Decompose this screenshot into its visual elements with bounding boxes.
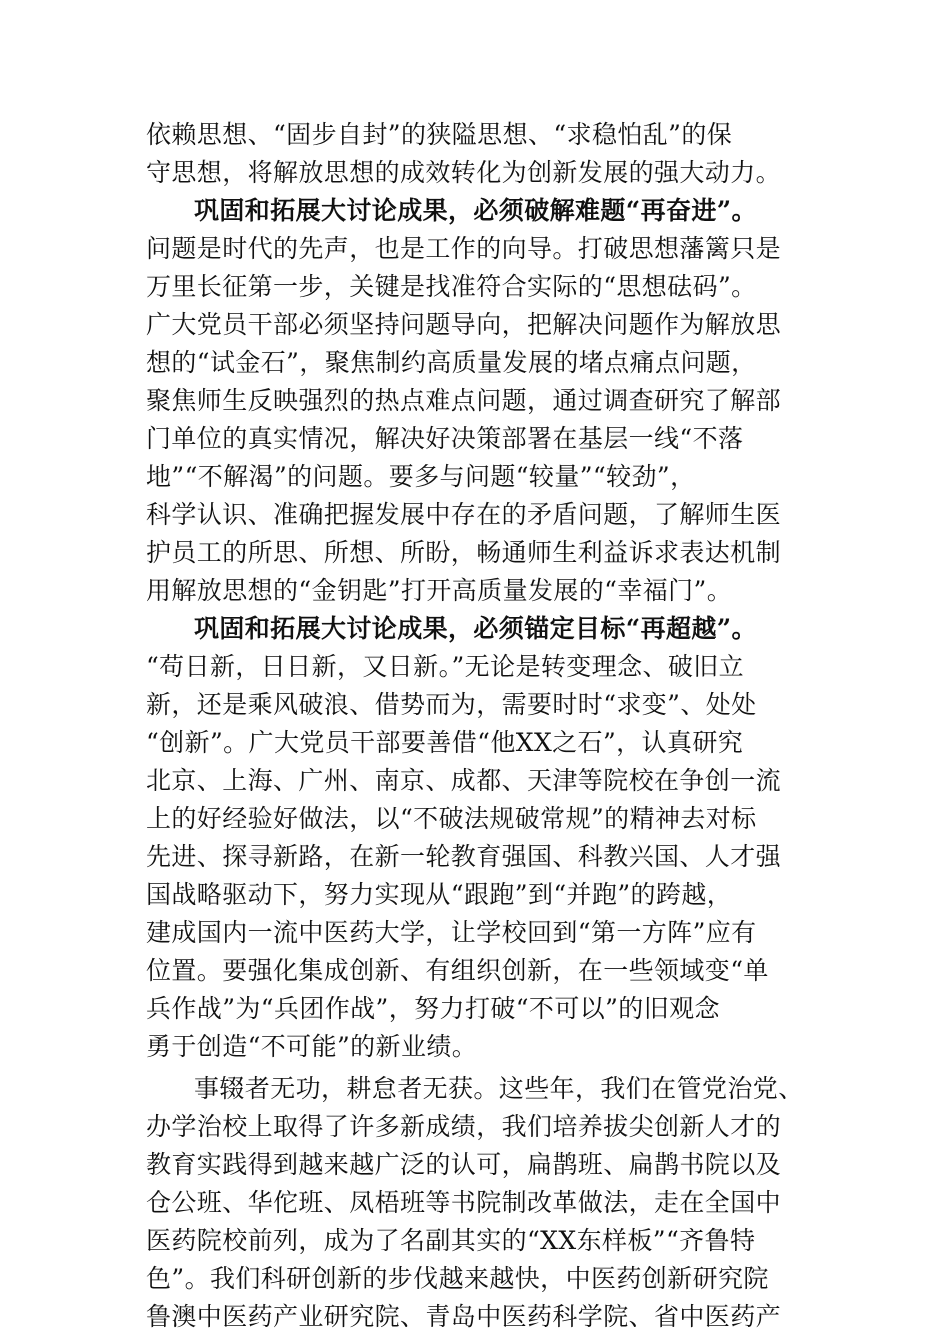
text-line: 鲁澳中医药产业研究院、青岛中医药科学院、省中医药产 [146,1302,782,1331]
text-line: 用解放思想的“金钥匙”打开高质量发展的“幸福门”。 [146,576,733,605]
text-line: 护员工的所思、所想、所盼，畅通师生利益诉求表达机制 [146,538,782,567]
text-line: 万里长征第一步，关键是找准符合实际的“思想砝码”。 [146,272,757,301]
text-line: 位置。要强化集成创新、有组织创新，在一些领域变“单 [146,956,769,985]
text-line: 教育实践得到越来越广泛的认可，扁鹊班、扁鹊书院以及 [146,1150,782,1179]
text-line: 广大党员干部必须坚持问题导向，把解决问题作为解放思 [146,310,782,339]
text-line: 想的“试金石”，聚焦制约高质量发展的堵点痛点问题， [146,348,757,377]
text-line: 仓公班、华佗班、凤梧班等书院制改革做法，走在全国中 [146,1188,782,1217]
text-line: 上的好经验好做法，以“不破法规破常规”的精神去对标 [146,804,757,833]
text-line: 兵作战”为“兵团作战”，努力打破“不可以”的旧观念 [146,994,720,1023]
section-heading: 巩固和拓展大讨论成果，必须破解难题“再奋进”。 [194,196,757,225]
text-line: “苟日新，日日新，又日新。”无论是转变理念、破旧立 [146,652,745,681]
text-line: 先进、探寻新路，在新一轮教育强国、科教兴国、人才强 [146,842,782,871]
text-line: 地”“不解渴”的问题。要多与问题“较量”“较劲”， [146,462,696,491]
text-line: 勇于创造“不可能”的新业绩。 [146,1032,478,1061]
text-line: 办学治校上取得了许多新成绩，我们培养拔尖创新人才的 [146,1112,782,1141]
text-line: 门单位的真实情况，解决好决策部署在基层一线“不落 [146,424,744,453]
text-line: 医药院校前列，成为了名副其实的“XX东样板”“齐鲁特 [146,1226,756,1255]
text-line: 国战略驱动下，努力实现从“跟跑”到“并跑”的跨越， [146,880,733,909]
text-line: 科学认识、准确把握发展中存在的矛盾问题，了解师生医 [146,500,782,529]
text-line: “创新”。广大党员干部要善借“他XX之石”，认真研究 [146,728,744,757]
paragraph-first-line: 事辍者无功，耕怠者无获。这些年，我们在管党治党、 [194,1074,804,1103]
text-line: 问题是时代的先声，也是工作的向导。打破思想藩篱只是 [146,234,782,263]
text-line: 依赖思想、“固步自封”的狭隘思想、“求稳怕乱”的保 [146,120,733,149]
text-line: 聚焦师生反映强烈的热点难点问题，通过调查研究了解部 [146,386,782,415]
text-line: 建成国内一流中医药大学，让学校回到“第一方阵”应有 [146,918,757,947]
text-line: 守思想，将解放思想的成效转化为创新发展的强大动力。 [146,158,782,187]
section-heading: 巩固和拓展大讨论成果，必须锚定目标“再超越”。 [194,614,757,643]
text-line: 新，还是乘风破浪、借势而为，需要时时“求变”、处处 [146,690,757,719]
text-line: 北京、上海、广州、南京、成都、天津等院校在争创一流 [146,766,782,795]
text-line: 色”。我们科研创新的步伐越来越快，中医药创新研究院 [146,1264,769,1293]
